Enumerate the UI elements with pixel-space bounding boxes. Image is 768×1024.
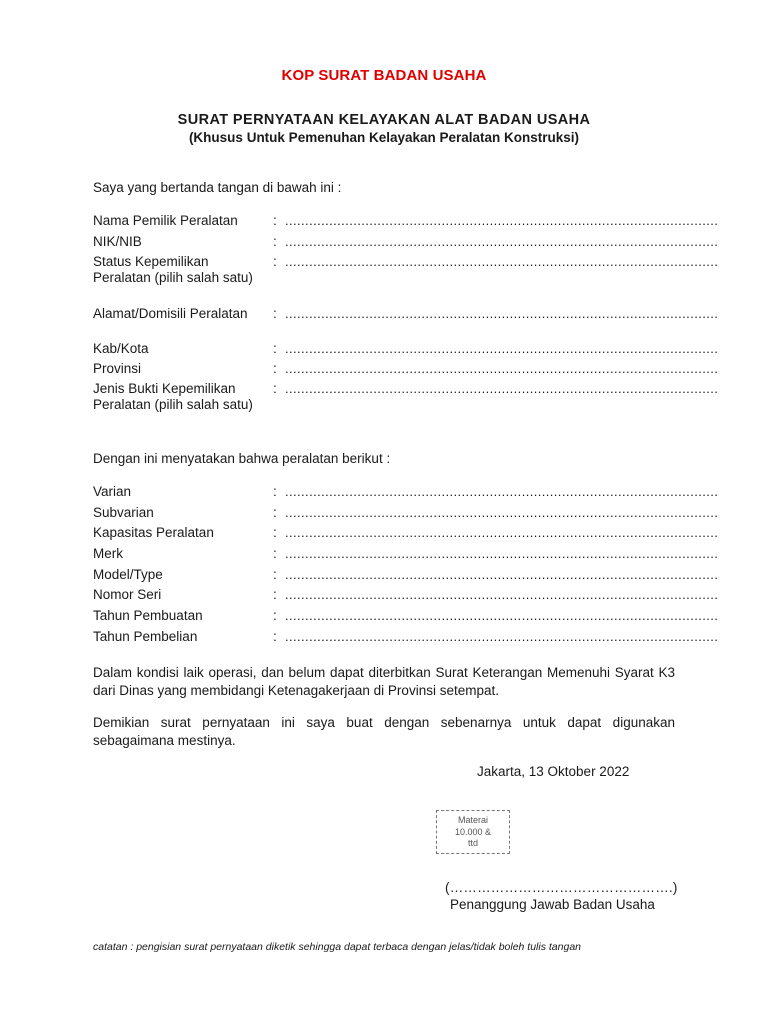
field-colon: : [273,587,277,602]
field-colon: : [273,567,277,582]
field-colon: : [273,525,277,540]
footnote: catatan : pengisian surat pernyataan diketik sehingga dapat terbaca dengan jelas/tidak boleh tulis tangan [93,941,582,953]
field-colon: : [273,254,277,269]
letterhead-placeholder: KOP SURAT BADAN USAHA [281,67,487,84]
field-colon: : [273,234,277,249]
field-label-nik-nib: NIK/NIB [93,234,142,249]
document-subtitle: (Khusus Untuk Pemenuhan Kelayakan Peralatan Konstruksi) [188,130,580,145]
field-colon: : [273,213,277,228]
field-label-address: Alamat/Domisili Peralatan [93,306,248,321]
place-and-date: Jakarta, 13 Oktober 2022 [477,764,630,779]
field-label-model-type: Model/Type [93,567,163,582]
field-colon: : [273,306,277,321]
field-fill-line-ownership-status[interactable]: ............................................................................................................ [285,254,719,269]
field-colon: : [273,629,277,644]
stamp-duty-placeholder [436,810,510,854]
field-fill-line-city[interactable]: ............................................................................................................ [285,341,719,356]
field-label-year-manufactured: Tahun Pembuatan [93,608,203,623]
field-colon: : [273,361,277,376]
field-fill-line-address[interactable]: ............................................................................................................ [285,306,719,321]
field-fill-line-variant[interactable]: ............................................................................................................ [285,484,719,499]
field-fill-line-brand[interactable]: ............................................................................................................ [285,546,719,561]
field-fill-line-year-purchased[interactable]: ............................................................................................................ [285,629,719,644]
field-fill-line-province[interactable]: ............................................................................................................ [285,361,719,376]
field-fill-line-capacity[interactable]: ............................................................................................................ [285,525,719,540]
field-label-brand: Merk [93,546,123,561]
field-colon: : [273,381,277,396]
field-fill-line-model-type[interactable]: ............................................................................................................ [285,567,719,582]
field-label-city: Kab/Kota [93,341,149,356]
document-title: SURAT PERNYATAAN KELAYAKAN ALAT BADAN USAHA [177,112,591,128]
field-label-serial-number: Nomor Seri [93,587,162,602]
field-fill-line-owner-name[interactable]: ............................................................................................................ [285,213,719,228]
field-label-proof-of-ownership: Jenis Bukti Kepemilikan Peralatan (pilih salah satu) [93,381,253,412]
field-fill-line-nik-nib[interactable]: ............................................................................................................ [285,234,719,249]
field-colon: : [273,341,277,356]
field-label-variant: Varian [93,484,132,499]
field-label-ownership-status: Status Kepemilikan Peralatan (pilih salah satu) [93,254,253,285]
signature-name-line[interactable]: (………………………………………….) [445,880,678,895]
field-colon: : [273,608,277,623]
field-label-owner-name: Nama Pemilik Peralatan [93,213,238,228]
field-fill-line-subvariant[interactable]: ............................................................................................................ [285,505,719,520]
signer-title: Penanggung Jawab Badan Usaha [450,897,655,912]
field-label-province: Provinsi [93,361,142,376]
field-fill-line-proof-of-ownership[interactable]: ............................................................................................................ [285,381,719,396]
field-fill-line-year-manufactured[interactable]: ............................................................................................................ [285,608,719,623]
field-colon: : [273,505,277,520]
field-colon: : [273,546,277,561]
field-label-capacity: Kapasitas Peralatan [93,525,214,540]
closing-paragraph: Demikian surat pernyataan ini saya buat dengan sebenarnya untuk dapat digunakan sebagaimana mestinya. [93,715,675,748]
stamp-signature-note: ttd [467,838,478,848]
field-colon: : [273,484,277,499]
stamp-label: Materai [457,815,488,825]
equipment-statement: Dengan ini menyatakan bahwa peralatan berikut : [93,451,391,466]
field-label-year-purchased: Tahun Pembelian [93,629,198,644]
intro-statement: Saya yang bertanda tangan di bawah ini : [93,180,342,195]
field-label-subvariant: Subvarian [93,505,154,520]
field-fill-line-serial-number[interactable]: ............................................................................................................ [285,587,719,602]
condition-paragraph: Dalam kondisi laik operasi, dan belum dapat diterbitkan Surat Keterangan Memenuhi Syarat K3 dari Dinas yang membidangi Ketenagakerjaan di Provinsi setempat. [93,665,675,698]
stamp-amount: 10.000 & [454,826,492,837]
